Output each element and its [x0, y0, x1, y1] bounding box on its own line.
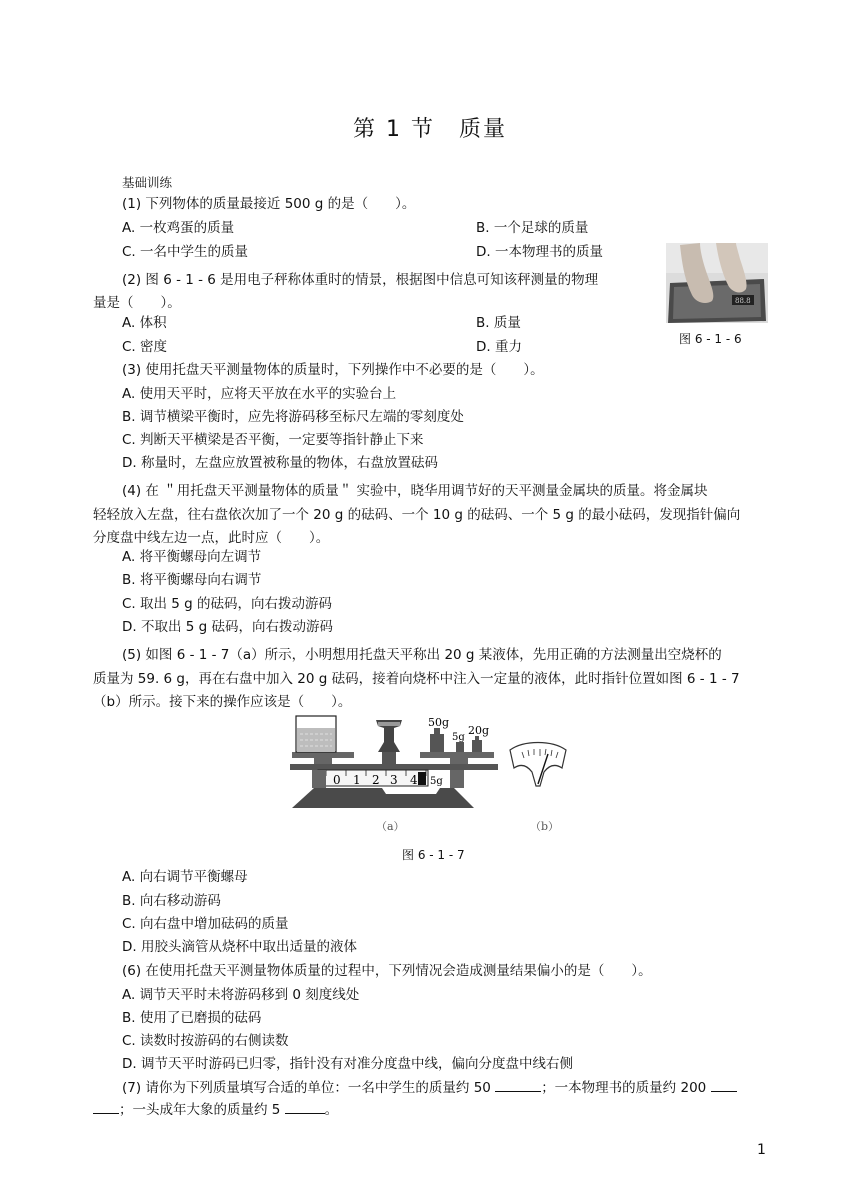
- left-pan: [292, 752, 354, 758]
- q4-option-d: D. 不取出 5 g 砝码，向右拨动游码: [122, 619, 334, 635]
- q5-stem-line1: (5) 如图 6 - 1 - 7（a）所示，小明想用托盘天平称出 20 g 某液体，先用正确的方法测量出空烧杯的: [122, 647, 722, 663]
- q3-option-d: D. 称量时，左盘应放置被称量的物体，右盘放置砝码: [122, 455, 438, 471]
- q4-stem-line2: 轻轻放入左盘，往右盘依次加了一个 20 g 的砝码、一个 10 g 的砝码、一个 5 g 的最小砝码，发现指针偏向: [93, 507, 741, 523]
- q6-option-d: D. 调节天平时游码已归零，指针没有对准分度盘中线，偏向分度盘中线右侧: [122, 1056, 573, 1072]
- rider: [418, 772, 426, 785]
- weight-label-20g: 20g: [468, 724, 490, 737]
- scale-tick-3: 3: [390, 773, 398, 787]
- scale-tick-5g: 5g: [430, 776, 443, 787]
- figure-label-a: （a）: [376, 820, 405, 833]
- q1-option-d: D. 一本物理书的质量: [476, 244, 603, 260]
- q5-stem-line2: 质量为 59. 6 g，再在右盘中加入 20 g 砝码，接着向烧杯中注入一定量的液体，此时指针位置如图 6 - 1 - 7: [93, 671, 740, 687]
- figure-6-1-6-caption: 图 6 - 1 - 6: [679, 332, 742, 346]
- figure-6-1-7-caption: 图 6 - 1 - 7: [402, 848, 465, 862]
- weight-label-5g: 5g: [452, 732, 465, 743]
- page-title: 第 1 节 质量: [353, 117, 507, 142]
- q5-option-a: A. 向右调节平衡螺母: [122, 869, 248, 885]
- section-heading: 基础训练: [122, 175, 173, 190]
- q1-option-b: B. 一个足球的质量: [476, 220, 589, 236]
- q2-option-c: C. 密度: [122, 339, 168, 355]
- q1-option-c: C. 一名中学生的质量: [122, 244, 249, 260]
- q2-option-a: A. 体积: [122, 315, 167, 331]
- balance-figure: [278, 712, 578, 838]
- q2-option-b: B. 质量: [476, 315, 521, 331]
- weight-50g: [430, 734, 444, 752]
- q5-option-c: C. 向右盘中增加砝码的质量: [122, 916, 289, 932]
- q2-stem-line2: 量是（ ）。: [93, 295, 181, 311]
- q5-option-b: B. 向右移动游码: [122, 893, 221, 909]
- weight-label-50g: 50g: [428, 716, 450, 729]
- q7-text-4: 。: [324, 1102, 339, 1118]
- q4-option-b: B. 将平衡螺母向右调节: [122, 572, 262, 588]
- q1-option-a: A. 一枚鸡蛋的质量: [122, 220, 235, 236]
- q4-stem-line3: 分度盘中线左边一点，此时应（ ）。: [93, 530, 330, 546]
- q6-option-a: A. 调节天平时未将游码移到 0 刻度线处: [122, 987, 360, 1003]
- q3-option-a: A. 使用天平时，应将天平放在水平的实验台上: [122, 386, 397, 402]
- pointer-dial: [510, 743, 566, 787]
- page-number: 1: [757, 1142, 766, 1158]
- right-pan: [420, 752, 494, 758]
- q7-line2: [93, 1101, 338, 1120]
- scale-tick-0: 0: [333, 773, 341, 787]
- scale-tick-2: 2: [372, 773, 380, 787]
- q3-option-c: C. 判断天平横梁是否平衡，一定要等指针静止下来: [122, 432, 424, 448]
- q3-stem: (3) 使用托盘天平测量物体的质量时，下列操作中不必要的是（ ）。: [122, 362, 544, 378]
- weight-5g: [456, 742, 464, 752]
- q7-text-1: (7) 请你为下列质量填写合适的单位：一名中学生的质量约 50: [122, 1080, 496, 1096]
- q5-stem-line3: （b）所示。接下来的操作应该是（ ）。: [93, 694, 352, 710]
- figure-label-b: （b）: [530, 820, 560, 833]
- q7-blank-2b[interactable]: [93, 1101, 119, 1114]
- q2-stem-line1: (2) 图 6 - 1 - 6 是用电子秤称体重时的情景，根据图中信息可知该秤测量的物理: [122, 272, 599, 288]
- q4-option-a: A. 将平衡螺母向左调节: [122, 549, 262, 565]
- q1-stem: (1) 下列物体的质量最接近 500 g 的是（ ）。: [122, 196, 416, 212]
- q7-text-2: ；一本物理书的质量约 200: [541, 1080, 711, 1096]
- q6-option-c: C. 读数时按游码的右侧读数: [122, 1033, 289, 1049]
- svg-text:88.8: 88.8: [735, 297, 751, 305]
- q6-stem: (6) 在使用托盘天平测量物体质量的过程中，下列情况会造成测量结果偏小的是（ ）。: [122, 963, 652, 979]
- q7-line1: [122, 1079, 737, 1098]
- balance-base: [292, 788, 474, 808]
- weight-20g: [472, 740, 482, 752]
- q7-blank-2a[interactable]: [711, 1079, 737, 1092]
- q4-stem-line1: (4) 在 ＂用托盘天平测量物体的质量＂ 实验中，晓华用调节好的天平测量金属块的质量。将金属块: [122, 483, 708, 499]
- q5-option-d: D. 用胶头滴管从烧杯中取出适量的液体: [122, 939, 357, 955]
- q3-option-b: B. 调节横梁平衡时，应先将游码移至标尺左端的零刻度处: [122, 409, 464, 425]
- balance-beam: [290, 764, 498, 770]
- scale-photo: [666, 243, 768, 323]
- q4-option-c: C. 取出 5 g 的砝码，向右拨动游码: [122, 596, 333, 612]
- q7-blank-3[interactable]: [285, 1101, 325, 1114]
- scale-tick-4: 4: [410, 773, 418, 787]
- q2-option-d: D. 重力: [476, 339, 522, 355]
- scale-tick-1: 1: [353, 773, 361, 787]
- q7-blank-1[interactable]: [495, 1079, 541, 1092]
- q7-text-3: ；一头成年大象的质量约 5: [119, 1102, 285, 1118]
- q6-option-b: B. 使用了已磨损的砝码: [122, 1010, 262, 1026]
